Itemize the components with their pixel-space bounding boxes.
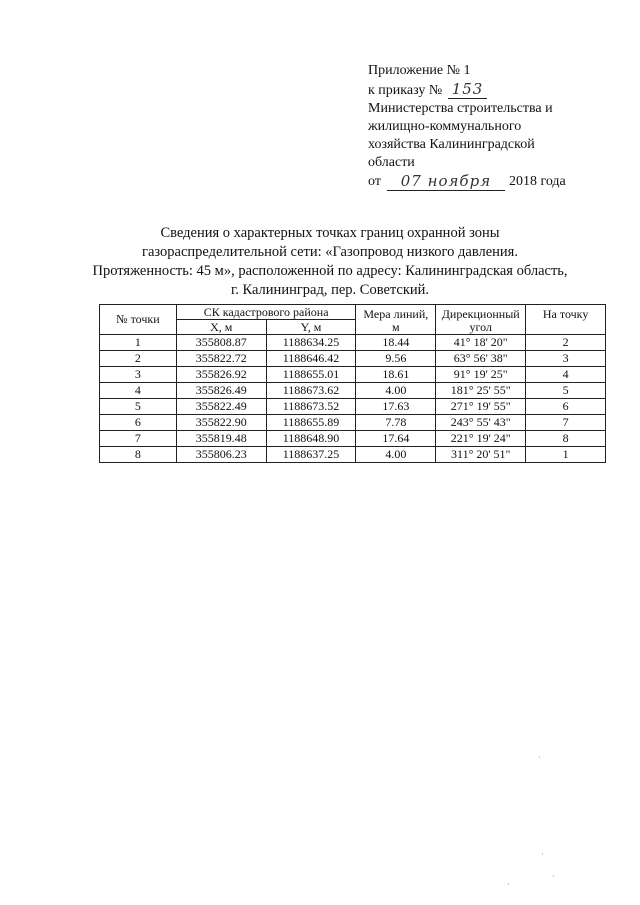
order-prefix: к приказу № xyxy=(368,83,443,98)
date-suffix: 2018 года xyxy=(508,174,566,189)
header-to-point: На точку xyxy=(526,305,606,335)
ministry-line-3: хозяйства Калининградской xyxy=(368,137,535,152)
cell-point-no: 8 xyxy=(100,447,177,463)
order-line xyxy=(368,80,566,100)
date-handwritten: 07 ноября xyxy=(387,172,505,191)
ministry-line-1: Министерства строительства и xyxy=(368,101,553,116)
cell-measure: 17.63 xyxy=(356,399,436,415)
cell-x: 355822.72 xyxy=(176,351,266,367)
scan-speck: · xyxy=(507,880,510,889)
scan-speck: · xyxy=(552,872,555,881)
cell-measure: 9.56 xyxy=(356,351,436,367)
cell-point-no: 4 xyxy=(100,383,177,399)
cell-point-no: 2 xyxy=(100,351,177,367)
cell-y: 1188634.25 xyxy=(266,335,356,351)
order-number-handwritten: 153 xyxy=(448,80,488,99)
cell-x: 355806.23 xyxy=(176,447,266,463)
cell-point-no: 3 xyxy=(100,367,177,383)
cell-to-point: 2 xyxy=(526,335,606,351)
cell-direction: 91° 19' 25" xyxy=(436,367,526,383)
scan-speck: · xyxy=(538,753,541,762)
cell-y: 1188648.90 xyxy=(266,431,356,447)
cell-direction: 41° 18' 20" xyxy=(436,335,526,351)
cell-measure: 7.78 xyxy=(356,415,436,431)
cell-to-point: 7 xyxy=(526,415,606,431)
scan-speck: · xyxy=(541,850,544,859)
cell-y: 1188655.01 xyxy=(266,367,356,383)
cell-direction: 181° 25' 55" xyxy=(436,383,526,399)
cell-y: 1188673.52 xyxy=(266,399,356,415)
cell-to-point: 3 xyxy=(526,351,606,367)
cell-measure: 17.64 xyxy=(356,431,436,447)
cell-x: 355822.49 xyxy=(176,399,266,415)
cell-direction: 243° 55' 43" xyxy=(436,415,526,431)
cell-point-no: 6 xyxy=(100,415,177,431)
heading-line-1: Сведения о характерных точках границ охранной зоны xyxy=(160,225,500,241)
header-point-no: № точки xyxy=(100,305,177,335)
table-row xyxy=(100,351,606,367)
cell-to-point: 8 xyxy=(526,431,606,447)
heading-line-4: г. Калининград, пер. Советский. xyxy=(230,282,430,298)
cell-x: 355826.92 xyxy=(176,367,266,383)
cell-point-no: 5 xyxy=(100,399,177,415)
table-row xyxy=(100,367,606,383)
cell-y: 1188637.25 xyxy=(266,447,356,463)
date-prefix: от xyxy=(368,174,381,189)
cell-to-point: 1 xyxy=(526,447,606,463)
header-measure: Мера линий, м xyxy=(356,305,436,335)
heading-line-3: Протяженность: 45 м», расположенной по адресу: Калининградская область, xyxy=(92,263,568,279)
cell-x: 355826.49 xyxy=(176,383,266,399)
ministry-line-4: области xyxy=(368,155,415,170)
ministry-line-2: жилищно-коммунального xyxy=(368,119,522,134)
cell-direction: 271° 19' 55" xyxy=(436,399,526,415)
cell-measure: 4.00 xyxy=(356,383,436,399)
document-heading xyxy=(60,224,600,300)
cell-y: 1188655.89 xyxy=(266,415,356,431)
header-sk-group: СК кадастрового района xyxy=(176,305,356,320)
cell-measure: 4.00 xyxy=(356,447,436,463)
cell-direction: 221° 19' 24" xyxy=(436,431,526,447)
cell-x: 355822.90 xyxy=(176,415,266,431)
cell-point-no: 1 xyxy=(100,335,177,351)
cell-x: 355819.48 xyxy=(176,431,266,447)
table-row xyxy=(100,415,606,431)
table-row xyxy=(100,431,606,447)
table-row xyxy=(100,335,606,351)
cell-y: 1188646.42 xyxy=(266,351,356,367)
cell-measure: 18.44 xyxy=(356,335,436,351)
boundary-points-table xyxy=(99,304,606,463)
appendix-title: Приложение № 1 xyxy=(368,63,471,78)
header-x: X, м xyxy=(176,320,266,335)
cell-point-no: 7 xyxy=(100,431,177,447)
header-direction: Дирекционный угол xyxy=(436,305,526,335)
appendix-block xyxy=(368,62,566,191)
table-row xyxy=(100,399,606,415)
heading-line-2: газораспределительной сети: «Газопровод низкого давления. xyxy=(142,244,518,260)
cell-y: 1188673.62 xyxy=(266,383,356,399)
cell-to-point: 5 xyxy=(526,383,606,399)
table-row xyxy=(100,383,606,399)
cell-measure: 18.61 xyxy=(356,367,436,383)
cell-direction: 63° 56' 38" xyxy=(436,351,526,367)
table-row xyxy=(100,447,606,463)
cell-x: 355808.87 xyxy=(176,335,266,351)
cell-to-point: 4 xyxy=(526,367,606,383)
cell-to-point: 6 xyxy=(526,399,606,415)
cell-direction: 311° 20' 51" xyxy=(436,447,526,463)
header-y: Y, м xyxy=(266,320,356,335)
date-line xyxy=(368,172,566,191)
